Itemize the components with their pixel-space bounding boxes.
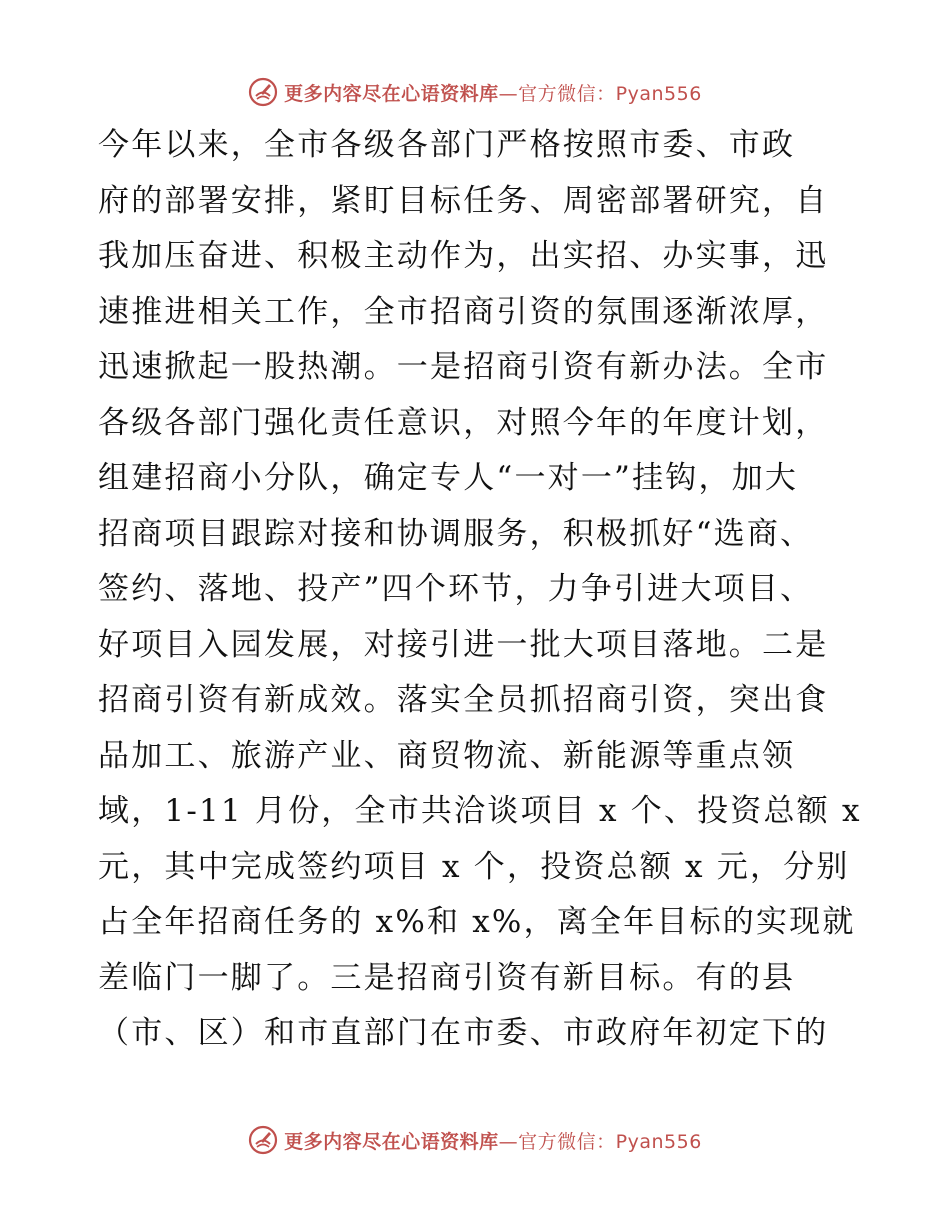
body-line: 招商引资有新成效。落实全员抓招商引资，突出食 xyxy=(98,682,829,718)
body-line: 迅速掀起一股热潮。一是招商引资有新办法。全市 xyxy=(98,349,829,385)
footer-banner-text xyxy=(284,1127,702,1154)
body-line: 各级各部门强化责任意识，对照今年的年度计划， xyxy=(98,404,829,441)
body-line: 招商项目跟踪对接和协调服务，积极抓好“选商、 xyxy=(98,515,814,552)
body-line: 品加工、旅游产业、商贸物流、新能源等重点领 xyxy=(98,737,796,774)
footer-banner-dash: — xyxy=(498,1130,519,1153)
body-line: 我加压奋进、积极主动作为，出实招、办实事，迅 xyxy=(98,238,829,274)
document-body xyxy=(98,118,862,1062)
body-line: 今年以来，全市各级各部门严格按照市委、市政 xyxy=(98,127,796,163)
body-line: 域，1-11 月份，全市共洽谈项目 x 个、投资总额 x xyxy=(98,793,862,829)
body-line: 组建招商小分队，确定专人“一对一”挂钩，加大 xyxy=(98,460,799,496)
footer-banner xyxy=(0,1120,950,1160)
header-banner-contact: 官方微信：Pyan556 xyxy=(518,82,702,105)
body-line: 占全年招商任务的 x%和 x%，离全年目标的实现就 xyxy=(98,904,856,940)
body-line: 好项目入园发展，对接引进一批大项目落地。二是 xyxy=(98,626,829,663)
body-line: 府的部署安排，紧盯目标任务、周密部署研究，自 xyxy=(98,182,829,219)
header-banner xyxy=(0,72,950,112)
header-banner-dash: — xyxy=(498,82,519,105)
book-pen-icon xyxy=(248,1125,278,1155)
body-line: 速推进相关工作，全市招商引资的氛围逐渐浓厚， xyxy=(98,293,829,330)
header-banner-text xyxy=(284,79,702,106)
body-line: 差临门一脚了。三是招商引资有新目标。有的县 xyxy=(98,959,796,996)
body-line: 元，其中完成签约项目 x 个，投资总额 x 元，分别 xyxy=(98,848,850,885)
footer-banner-lead: 更多内容尽在心语资料库 xyxy=(284,1130,499,1153)
book-pen-icon xyxy=(248,77,278,107)
footer-banner-contact: 官方微信：Pyan556 xyxy=(518,1130,702,1153)
body-line: 签约、落地、投产”四个环节，力争引进大项目、 xyxy=(98,571,814,607)
body-line: （市、区）和市直部门在市委、市政府年初定下的 xyxy=(98,1015,829,1051)
header-banner-lead: 更多内容尽在心语资料库 xyxy=(284,82,499,105)
